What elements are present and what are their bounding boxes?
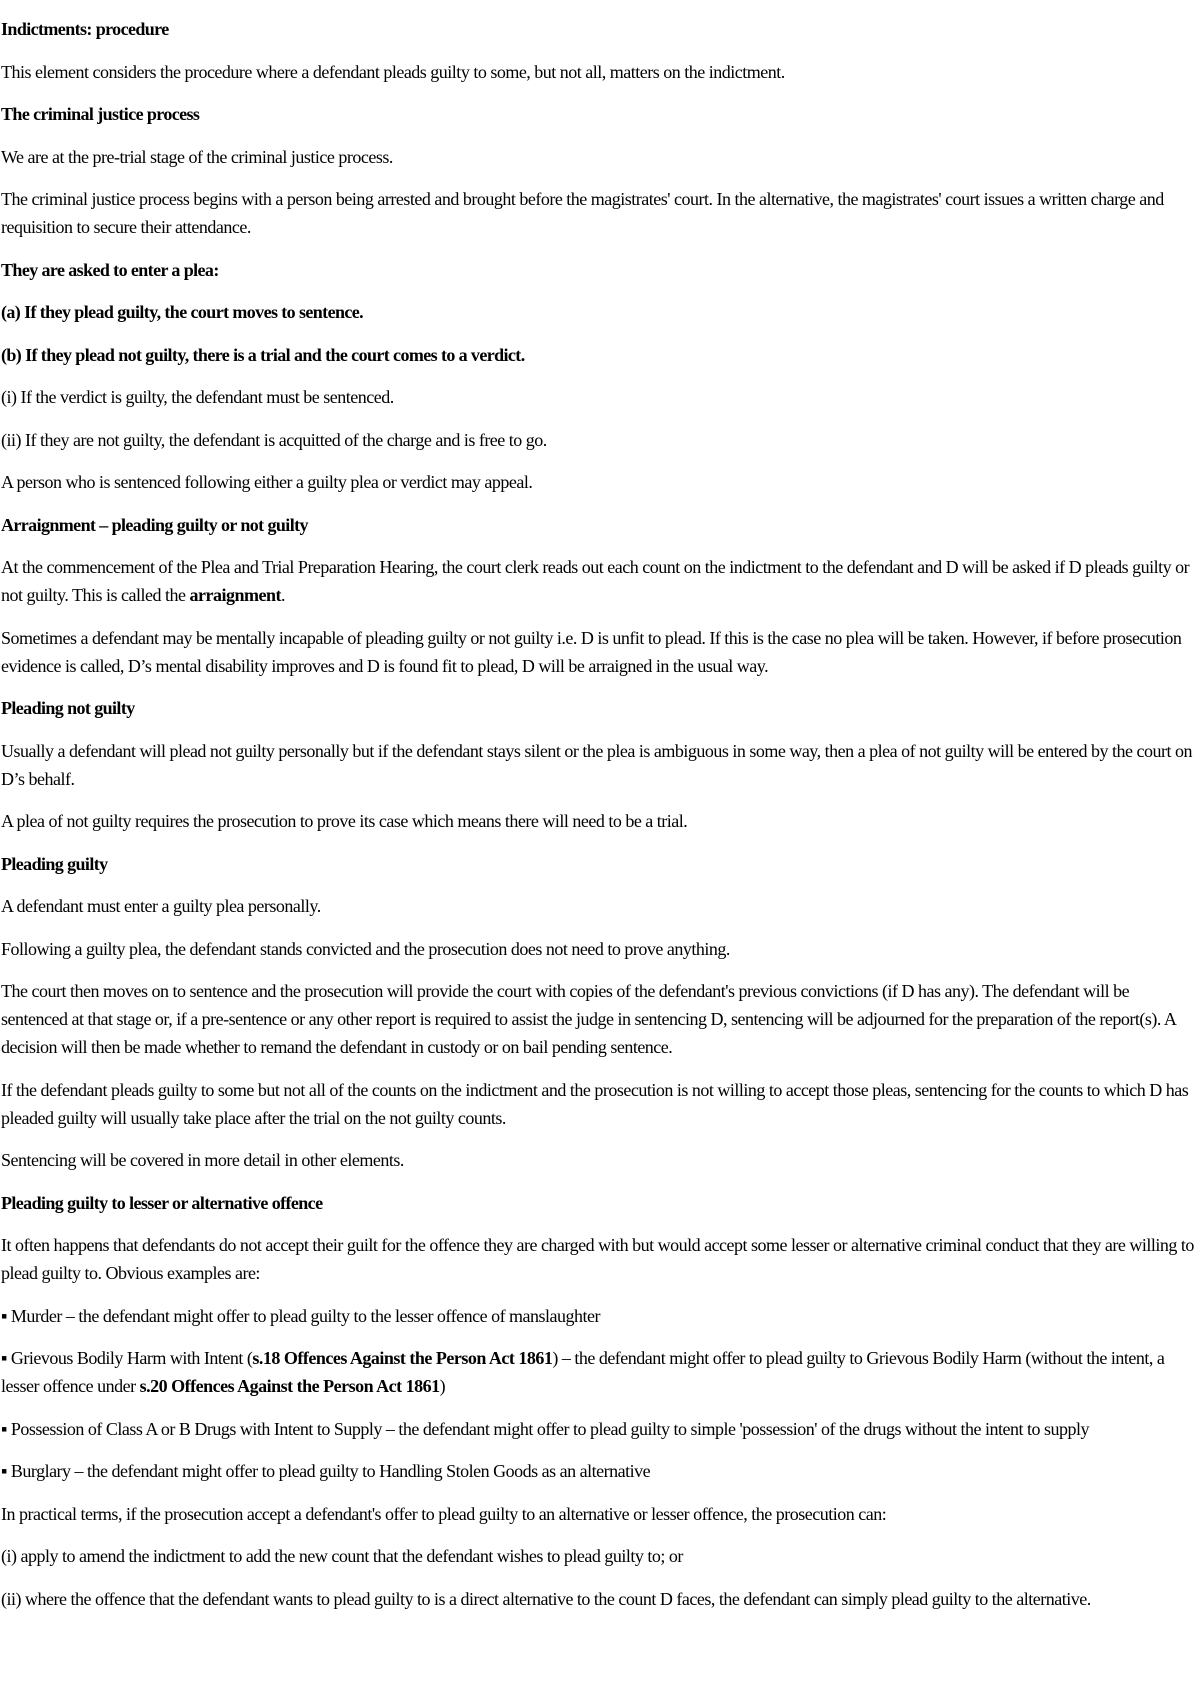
section-heading-pleading-guilty: Pleading guilty [1, 853, 108, 874]
bullet-icon: ▪ [1, 1305, 7, 1326]
paragraph: The criminal justice process begins with a person being arrested and brought before the magistrates' court. In the alternative, the magistrates' court issues a written charge and requisition to secure their attendance. [1, 189, 1164, 237]
text-span: At the commencement of the Plea and Trial Preparation Hearing, the court clerk reads out each count on the indictment to the defendant and D will be asked if D pleads guilty or not guilty. This is called the [1, 557, 1190, 605]
paragraph: If the defendant pleads guilty to some but not all of the counts on the indictment and the prosecution is not willing to accept those pleas, sentencing for the counts to which D has pleaded guilty will usually take place after the trial on the not guilty counts. [1, 1079, 1189, 1128]
section-heading-lesser-offence: Pleading guilty to lesser or alternative offence [1, 1192, 323, 1213]
bullet-text: Murder – the defendant might offer to plead guilty to the lesser offence of manslaughter [10, 1305, 601, 1326]
bullet-item [1, 1302, 1199, 1330]
paragraph: Sentencing will be covered in more detail in other elements. [1, 1150, 404, 1170]
bullet-item [1, 1415, 1199, 1443]
paragraph: In practical terms, if the prosecution accept a defendant's offer to plead guilty to an alternative or lesser offence, the prosecution can: [1, 1503, 887, 1524]
bullet-text: ) – the defendant might offer to plead guilty to Grievous Bodily Harm (without the intent, a lesser offence under [1, 1348, 1165, 1396]
verdict-item-i: (i) If the verdict is guilty, the defendant must be sentenced. [1, 387, 394, 407]
paragraph: Following a guilty plea, the defendant stands convicted and the prosecution does not need to prove anything. [1, 938, 730, 959]
plea-option-a: (a) If they plead guilty, the court moves to sentence. [1, 302, 364, 322]
verdict-item-ii: (ii) If they are not guilty, the defendant is acquitted of the charge and is free to go. [1, 429, 547, 450]
bullet-icon: ▪ [1, 1348, 7, 1368]
paragraph: Usually a defendant will plead not guilty personally but if the defendant stays silent or the plea is ambiguous in some way, then a plea of not guilty will be entered by the court on D’s behalf. [1, 740, 1193, 789]
bullet-icon: ▪ [1, 1418, 7, 1439]
plea-heading: They are asked to enter a plea: [1, 259, 219, 280]
option-item-ii: (ii) where the offence that the defendant wants to plead guilty to is a direct alternative to the count D faces, the defendant can simply plead guilty to the alternative. [1, 1588, 1091, 1609]
text-span: . [280, 585, 285, 605]
bullet-text: Burglary – the defendant might offer to plead guilty to Handling Stolen Goods as an alternative [10, 1461, 651, 1481]
plea-option-b: (b) If they plead not guilty, there is a trial and the court comes to a verdict. [1, 344, 525, 365]
paragraph: It often happens that defendants do not accept their guilt for the offence they are charged with but would accept some lesser or alternative criminal conduct that they are willing to plead guilty to. Obvious examples are: [1, 1235, 1194, 1283]
paragraph: Sometimes a defendant may be mentally incapable of pleading guilty or not guilty i.e. D is unfit to plead. If this is the case no plea will be taken. However, if before prosecution evidence is called, D’s mental disability improves and D is found fit to plead, D will be arraigned in the usual way. [1, 627, 1182, 676]
bullet-text: Grievous Bodily Harm with Intent ( [10, 1348, 253, 1368]
bullet-text: ) [439, 1376, 446, 1396]
paragraph: We are at the pre-trial stage of the criminal justice process. [1, 146, 393, 167]
bullet-item [1, 1344, 1199, 1400]
document-title: Indictments: procedure [1, 19, 169, 39]
bullet-item [1, 1457, 1199, 1485]
option-item-i: (i) apply to amend the indictment to add the new count that the defendant wishes to plead guilty to; or [1, 1546, 683, 1566]
statute-reference: s.20 Offences Against the Person Act 1861 [139, 1376, 440, 1396]
section-heading-criminal-justice-process: The criminal justice process [1, 104, 200, 124]
arraignment-paragraph [1, 553, 1199, 609]
section-heading-pleading-not-guilty: Pleading not guilty [1, 698, 135, 718]
arraignment-term: arraignment [189, 585, 281, 605]
paragraph: A defendant must enter a guilty plea personally. [1, 896, 321, 916]
bullet-icon: ▪ [1, 1461, 7, 1481]
paragraph: A plea of not guilty requires the prosecution to prove its case which means there will need to be a trial. [1, 811, 688, 831]
bullet-text: Possession of Class A or B Drugs with Intent to Supply – the defendant might offer to plead guilty to simple 'possession' of the drugs without the intent to supply [10, 1418, 1089, 1439]
paragraph: The court then moves on to sentence and the prosecution will provide the court with copies of the defendant's previous convictions (if D has any). The defendant will be sentenced at that stage or, if a pre-sentence or any other report is required to assist the judge in sentencing D, sentencing will be adjourned for the preparation of the report(s). A decision will then be made whether to remand the defendant in custody or on bail pending sentence. [1, 981, 1176, 1057]
statute-reference: s.18 Offences Against the Person Act 1861 [252, 1348, 553, 1368]
section-heading-arraignment: Arraignment – pleading guilty or not guilty [1, 514, 308, 535]
intro-paragraph: This element considers the procedure where a defendant pleads guilty to some, but not all, matters on the indictment. [1, 61, 785, 82]
appeal-paragraph: A person who is sentenced following either a guilty plea or verdict may appeal. [1, 472, 533, 492]
